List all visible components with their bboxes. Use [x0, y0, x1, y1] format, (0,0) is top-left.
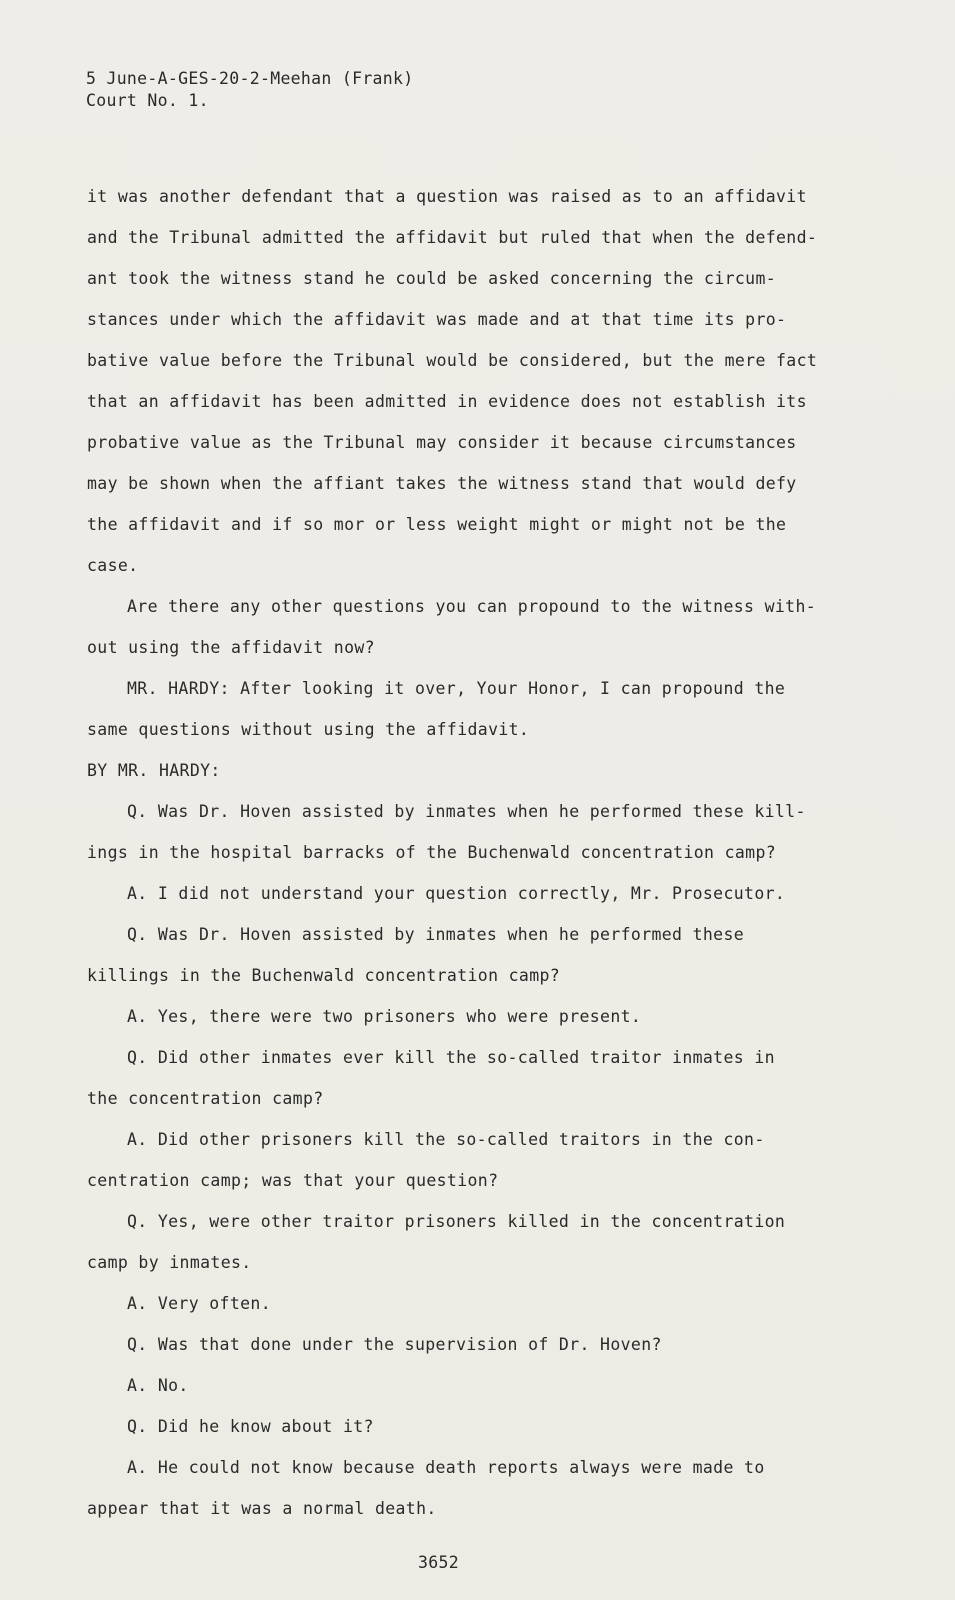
transcript-line: case.	[87, 556, 139, 575]
transcript-line: camp by inmates.	[87, 1253, 252, 1272]
transcript-line: probative value as the Tribunal may consider it because circumstances	[87, 433, 797, 452]
transcript-line: BY MR. HARDY:	[87, 761, 221, 780]
transcript-line: A. Did other prisoners kill the so-called traitors in the con-	[127, 1130, 765, 1149]
transcript-line: same questions without using the affidavit.	[87, 720, 530, 739]
document-header	[86, 68, 413, 112]
transcript-body	[87, 176, 827, 1529]
transcript-line: Q. Yes, were other traitor prisoners killed in the concentration	[127, 1212, 786, 1231]
transcript-line: MR. HARDY: After looking it over, Your Honor, I can propound the	[127, 679, 786, 698]
transcript-line: bative value before the Tribunal would be considered, but the mere fact	[87, 351, 818, 370]
transcript-line: the affidavit and if so mor or less weight might or might not be the	[87, 515, 787, 534]
transcript-line: it was another defendant that a question was raised as to an affidavit	[87, 187, 807, 206]
header-court-line: Court No. 1.	[86, 91, 209, 110]
page-number: 3652	[418, 1553, 459, 1572]
transcript-line: killings in the Buchenwald concentration camp?	[87, 966, 561, 985]
transcript-line: Q. Did he know about it?	[127, 1417, 374, 1436]
transcript-line: A. Very often.	[127, 1294, 271, 1313]
transcript-line: appear that it was a normal death.	[87, 1499, 437, 1518]
transcript-line: the concentration camp?	[87, 1089, 324, 1108]
transcript-line: Q. Did other inmates ever kill the so-called traitor inmates in	[127, 1048, 775, 1067]
transcript-line: A. I did not understand your question correctly, Mr. Prosecutor.	[127, 884, 786, 903]
transcript-line: and the Tribunal admitted the affidavit but ruled that when the defend-	[87, 228, 818, 247]
transcript-line: Q. Was Dr. Hoven assisted by inmates when he performed these	[127, 925, 745, 944]
header-session-line: 5 June-A-GES-20-2-Meehan (Frank)	[86, 69, 414, 88]
transcript-line: centration camp; was that your question?	[87, 1171, 499, 1190]
transcript-line: ant took the witness stand he could be asked concerning the circum-	[87, 269, 777, 288]
transcript-line: ings in the hospital barracks of the Buchenwald concentration camp?	[87, 843, 777, 862]
transcript-line: A. No.	[127, 1376, 189, 1395]
transcript-line: out using the affidavit now?	[87, 638, 375, 657]
transcript-line: that an affidavit has been admitted in evidence does not establish its	[87, 392, 807, 411]
transcript-line: may be shown when the affiant takes the witness stand that would defy	[87, 474, 797, 493]
transcript-line: Are there any other questions you can propound to the witness with-	[127, 597, 817, 616]
transcript-line: Q. Was Dr. Hoven assisted by inmates when he performed these kill-	[127, 802, 806, 821]
transcript-line: Q. Was that done under the supervision of Dr. Hoven?	[127, 1335, 662, 1354]
transcript-line: stances under which the affidavit was made and at that time its pro-	[87, 310, 787, 329]
transcript-line: A. He could not know because death reports always were made to	[127, 1458, 765, 1477]
transcript-line: A. Yes, there were two prisoners who were present.	[127, 1007, 642, 1026]
